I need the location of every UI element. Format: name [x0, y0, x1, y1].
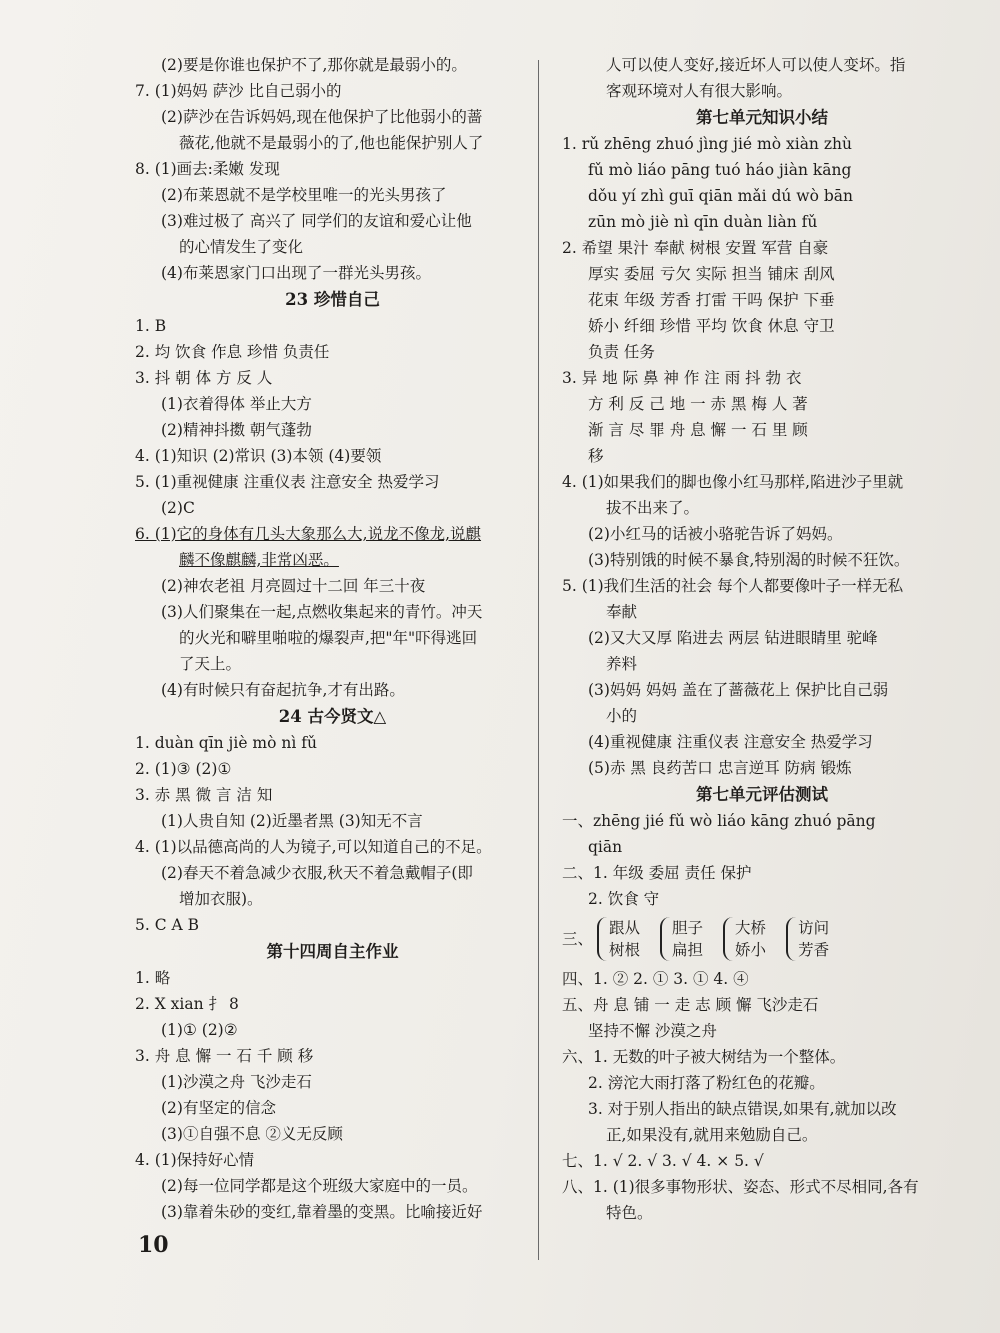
answer-line: (4)有时候只有奋起抗争,才有出路。 — [161, 681, 405, 699]
answer-line: 1. B — [135, 317, 167, 335]
brace-words — [672, 917, 703, 961]
answer-line: 的火光和噼里啪啦的爆裂声,把"年"吓得逃回 — [179, 629, 478, 647]
answer-line: 2. 均 饮食 作息 珍惜 负责任 — [135, 343, 330, 361]
answer-line: (4)重视健康 注重仪表 注意安全 热爱学习 — [588, 733, 873, 751]
answer-line: 六、1. 无数的叶子被大树结为一个整体。 — [562, 1048, 846, 1066]
answer-line: 5. C A B — [135, 916, 200, 934]
answer-line: 3. 赤 黑 微 言 洁 知 — [135, 786, 273, 804]
section-heading: 24 古今贤文△ — [278, 707, 387, 726]
brace-word: 娇小 — [735, 941, 767, 959]
left-column — [135, 52, 530, 1225]
answer-line: (2)每一位同学都是这个班级大家庭中的一员。 — [161, 1177, 478, 1195]
answer-line: (5)赤 黑 良药苦口 忠言逆耳 防病 锻炼 — [588, 759, 852, 777]
answer-line: 1. duàn qīn jiè mò nì fǔ — [135, 734, 317, 752]
brace-pair — [723, 917, 766, 961]
right-column — [562, 52, 962, 1226]
answer-line: (2)春天不着急减少衣服,秋天不着急戴帽子(即 — [161, 864, 473, 882]
answer-line: 3. 抖 朝 体 方 反 人 — [135, 369, 273, 387]
answer-line: (1)衣着得体 举止大方 — [161, 395, 312, 413]
brace-icon — [660, 917, 670, 961]
answer-line: 渐 言 尽 罪 舟 息 懈 一 石 里 顾 — [588, 421, 808, 439]
answer-line: 坚持不懈 沙漠之舟 — [588, 1022, 717, 1040]
brace-word: 扁担 — [672, 941, 704, 959]
answer-line: (3)①自强不息 ②义无反顾 — [161, 1125, 343, 1143]
page-number: 10 — [138, 1232, 169, 1258]
answer-line: 1. 略 — [135, 969, 171, 987]
answer-line: 小的 — [606, 707, 638, 725]
answer-line: (4)布莱恩家门口出现了一群光头男孩。 — [161, 264, 431, 282]
answer-line: 人可以使人变好,接近坏人可以使人变坏。指 — [606, 56, 906, 74]
right-column-bottom — [562, 966, 962, 1226]
answer-line: 1. rǔ zhēng zhuó jìng jié mò xiàn zhù — [562, 135, 852, 153]
answer-line: 八、1. (1)很多事物形状、姿态、形式不尽相同,各有 — [562, 1178, 919, 1196]
answer-line: 麟不像麒麟,非常凶恶。 — [179, 551, 339, 569]
answer-line: 2. 滂沱大雨打落了粉红色的花瓣。 — [588, 1074, 825, 1092]
answer-line: qiān — [588, 838, 623, 856]
section-heading: 23 珍惜自己 — [285, 290, 380, 309]
matching-pairs — [593, 917, 829, 961]
answer-line: 2. (1)③ (2)① — [135, 760, 232, 778]
answer-line: 2. 希望 果汁 奉献 树根 安置 军营 自豪 — [562, 239, 829, 257]
brace-pair — [786, 917, 829, 961]
right-column-top — [562, 52, 962, 912]
answer-line: (2)萨沙在告诉妈妈,现在他保护了比他弱小的蔷 — [161, 108, 483, 126]
answer-line: (2)要是你谁也保护不了,那你就是最弱小的。 — [161, 56, 467, 74]
answer-line: (3)妈妈 妈妈 盖在了蔷薇花上 保护比自己弱 — [588, 681, 889, 699]
section-heading: 第十四周自主作业 — [266, 942, 399, 961]
answer-line: 3. 异 地 际 鼻 神 作 注 雨 抖 勃 衣 — [562, 369, 802, 387]
brace-words — [798, 917, 829, 961]
answer-line: fǔ mò liáo pāng tuó háo jiàn kāng — [588, 161, 852, 179]
answer-line: 奉献 — [606, 603, 638, 621]
section-heading: 第七单元知识小结 — [696, 108, 828, 127]
answer-line: 4. (1)知识 (2)常识 (3)本领 (4)要领 — [135, 447, 382, 465]
brace-pair — [597, 917, 640, 961]
answer-line: 的心情发生了变化 — [179, 238, 304, 256]
answer-line: 七、1. √ 2. √ 3. √ 4. × 5. √ — [562, 1152, 764, 1170]
answer-line: 7. (1)妈妈 萨沙 比自己弱小的 — [135, 82, 342, 100]
answer-line: 3. 舟 息 懈 一 石 千 顾 移 — [135, 1047, 314, 1065]
brace-icon — [786, 917, 796, 961]
matching-section — [562, 912, 962, 966]
brace-word: 跟从 — [609, 919, 641, 937]
answer-line: (2)小红马的话被小骆驼告诉了妈妈。 — [588, 525, 843, 543]
answer-line: 二、1. 年级 委屈 责任 保护 — [562, 864, 752, 882]
brace-icon — [597, 917, 607, 961]
brace-icon — [723, 917, 733, 961]
answer-line: 特色。 — [606, 1204, 653, 1222]
answer-line: 正,如果没有,就用来勉励自己。 — [606, 1126, 818, 1144]
answer-line: 2. 饮食 守 — [588, 890, 660, 908]
answer-line: 方 利 反 己 地 一 赤 黑 梅 人 著 — [588, 395, 808, 413]
answer-line: (2)神农老祖 月亮圆过十二回 年三十夜 — [161, 577, 426, 595]
answer-line: (3)人们聚集在一起,点燃收集起来的青竹。冲天 — [161, 603, 483, 621]
answer-line: 了天上。 — [179, 655, 242, 673]
answer-line: 拔不出来了。 — [606, 499, 700, 517]
answer-line: 四、1. ② 2. ① 3. ① 4. ④ — [562, 970, 749, 988]
answer-line: 5. (1)重视健康 注重仪表 注意安全 热爱学习 — [135, 473, 440, 491]
answer-line: 负责 任务 — [588, 343, 655, 361]
answer-line: dǒu yí zhì guī qiān mǎi dú wò bān — [588, 187, 853, 205]
answer-line: (2)C — [161, 499, 195, 517]
answer-line: 一、zhēng jié fǔ wò liáo kāng zhuó pāng — [562, 812, 876, 830]
answer-line: (3)靠着朱砂的变红,靠着墨的变黑。比喻接近好 — [161, 1203, 483, 1221]
answer-line: (2)有坚定的信念 — [161, 1099, 276, 1117]
answer-line: 五、舟 息 铺 一 走 志 顾 懈 飞沙走石 — [562, 996, 819, 1014]
answer-line: 8. (1)画去:柔嫩 发现 — [135, 160, 280, 178]
answer-line: 厚实 委屈 亏欠 实际 担当 铺床 刮风 — [588, 265, 835, 283]
answer-line: 花束 年级 芳香 打雷 干吗 保护 下垂 — [588, 291, 835, 309]
answer-line: 增加衣服)。 — [179, 890, 263, 908]
answer-line: (1)人贵自知 (2)近墨者黑 (3)知无不言 — [161, 812, 423, 830]
answer-line: 6. (1)它的身体有几头大象那么大,说龙不像龙,说麒 — [135, 525, 482, 543]
answer-line: (3)特别饿的时候不暴食,特别渴的时候不狂饮。 — [588, 551, 910, 569]
answer-line: 养料 — [606, 655, 638, 673]
column-divider — [538, 60, 539, 1260]
answer-line: 娇小 纤细 珍惜 平均 饮食 休息 守卫 — [588, 317, 835, 335]
brace-word: 树根 — [609, 941, 641, 959]
answer-line: (2)布莱恩就不是学校里唯一的光头男孩了 — [161, 186, 447, 204]
answer-line: 3. 对于别人指出的缺点错误,如果有,就加以改 — [588, 1100, 897, 1118]
brace-word: 胆子 — [672, 919, 704, 937]
brace-words — [735, 917, 766, 961]
answer-line: 客观环境对人有很大影响。 — [606, 82, 793, 100]
answer-line: 4. (1)如果我们的脚也像小红马那样,陷进沙子里就 — [562, 473, 904, 491]
answer-line: (2)精神抖擞 朝气蓬勃 — [161, 421, 312, 439]
matching-prefix: 三、 — [562, 930, 594, 948]
section-heading: 第七单元评估测试 — [696, 785, 828, 804]
answer-line: (3)难过极了 高兴了 同学们的友谊和爱心让他 — [161, 212, 472, 230]
brace-word: 访问 — [798, 919, 830, 937]
brace-words — [609, 917, 640, 961]
answer-line: 薇花,他就不是最弱小的了,他也能保护别人了 — [179, 134, 484, 152]
answer-line: 4. (1)保持好心情 — [135, 1151, 255, 1169]
answer-line: (1)① (2)② — [161, 1021, 238, 1039]
answer-line: 2. X xian 扌 8 — [135, 995, 239, 1013]
answer-line: (1)沙漠之舟 飞沙走石 — [161, 1073, 312, 1091]
answer-line: 移 — [588, 447, 604, 465]
brace-word: 大桥 — [735, 919, 767, 937]
answer-line: (2)又大又厚 陷进去 两层 钻进眼睛里 驼峰 — [588, 629, 878, 647]
answer-line: 4. (1)以品德高尚的人为镜子,可以知道自己的不足。 — [135, 838, 492, 856]
brace-word: 芳香 — [798, 941, 830, 959]
brace-pair — [660, 917, 703, 961]
answer-line: zūn mò jiè nì qīn duàn liàn fǔ — [588, 213, 818, 231]
answer-line: 5. (1)我们生活的社会 每个人都要像叶子一样无私 — [562, 577, 904, 595]
